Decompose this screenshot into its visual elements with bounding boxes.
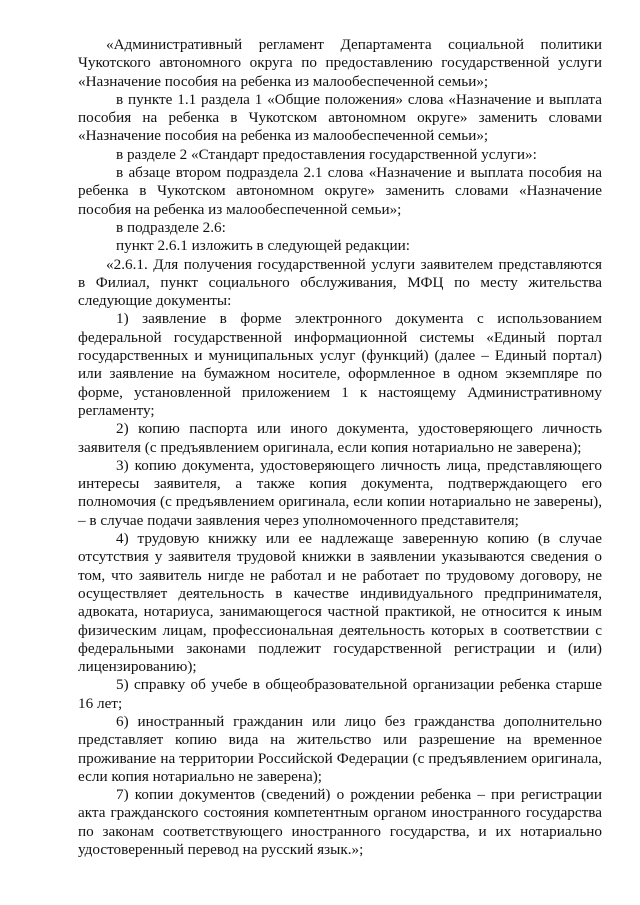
list-item-3: 3) копию документа, удостоверяющего личность лица, представляющего интересы заявителя, а также копия документа, подтверждающего его полномочия (с предъявлением оригинала, если копии нотариально не заверены), – в случае подачи заявления через уполномоченного представителя; bbox=[78, 456, 602, 529]
list-item-7: 7) копии документов (сведений) о рождении ребенка – при регистрации акта гражданского состояния компетентным органом иностранного государства по законам соответствующего иностранного государства, и их нотариально удостоверенный перевод на русский язык.»; bbox=[78, 786, 602, 859]
paragraph-section-1-1: в пункте 1.1 раздела 1 «Общие положения» слова «Назначение и выплата пособия на ребенка в Чукотском автономном округе» заменить словами «Назначение пособия на ребенка из малообеспеченной семьи»; bbox=[78, 90, 602, 145]
paragraph-section-2: в разделе 2 «Стандарт предоставления государственной услуги»: bbox=[116, 145, 537, 163]
list-item-5: 5) справку об учебе в общеобразовательной организации ребенка старше 16 лет; bbox=[78, 676, 602, 712]
list-item-1: 1) заявление в форме электронного документа с использованием федеральной государственной информационной системы «Единый портал государственных и муниципальных услуг (функций) (далее – Единый портал) или заявление на бумажном носителе, оформленное в одном экземпляре по форме, установленной приложением 1 к настоящему Административному регламенту; bbox=[78, 310, 602, 419]
paragraph-subsection-2-6: в подразделе 2.6: bbox=[116, 218, 226, 236]
paragraph-subsection-2-1: в абзаце втором подраздела 2.1 слова «Назначение и выплата пособия на ребенка в Чукотском автономном округе» заменить словами «Назначение пособия на ребенка из малообеспеченной семьи»; bbox=[78, 164, 602, 218]
list-item-4: 4) трудовую книжку или ее надлежаще заверенную копию (в случае отсутствия у заявителя трудовой книжки в заявлении указываются сведения о том, что заявитель нигде не работал и не работает по трудовому договору, не осуществляет деятельность в качестве индивидуального предпринимателя, адвоката, нотариуса, занимающегося частной практикой, не относится к иным физическим лицам, профессиональная деятельность которых в соответствии с федеральными законами подлежит государственной регистрации и (или) лицензированию); bbox=[78, 530, 602, 676]
list-item-6: 6) иностранный гражданин или лицо без гражданства дополнительно представляет копию вида на жительство или разрешение на временное проживание на территории Российской Федерации (с предъявлением оригинала, если копия нотариально не заверена); bbox=[78, 712, 602, 785]
paragraph-item-2-6-1-intro: пункт 2.6.1 изложить в следующей редакции: bbox=[116, 237, 410, 255]
list-item-2: 2) копию паспорта или иного документа, удостоверяющего личность заявителя (с предъявлением оригинала, если копия нотариально не заверена); bbox=[78, 420, 602, 456]
regulation-title-paragraph: «Административный регламент Департамента социальной политики Чукотского автономного округа по предоставлению государственной услуги «Назначение пособия на ребенка из малообеспеченной семьи»; bbox=[78, 36, 602, 90]
paragraph-2-6-1: «2.6.1. Для получения государственной услуги заявителем представляются в Филиал, пункт социального обслуживания, МФЦ по месту жительства следующие документы: bbox=[78, 255, 602, 310]
